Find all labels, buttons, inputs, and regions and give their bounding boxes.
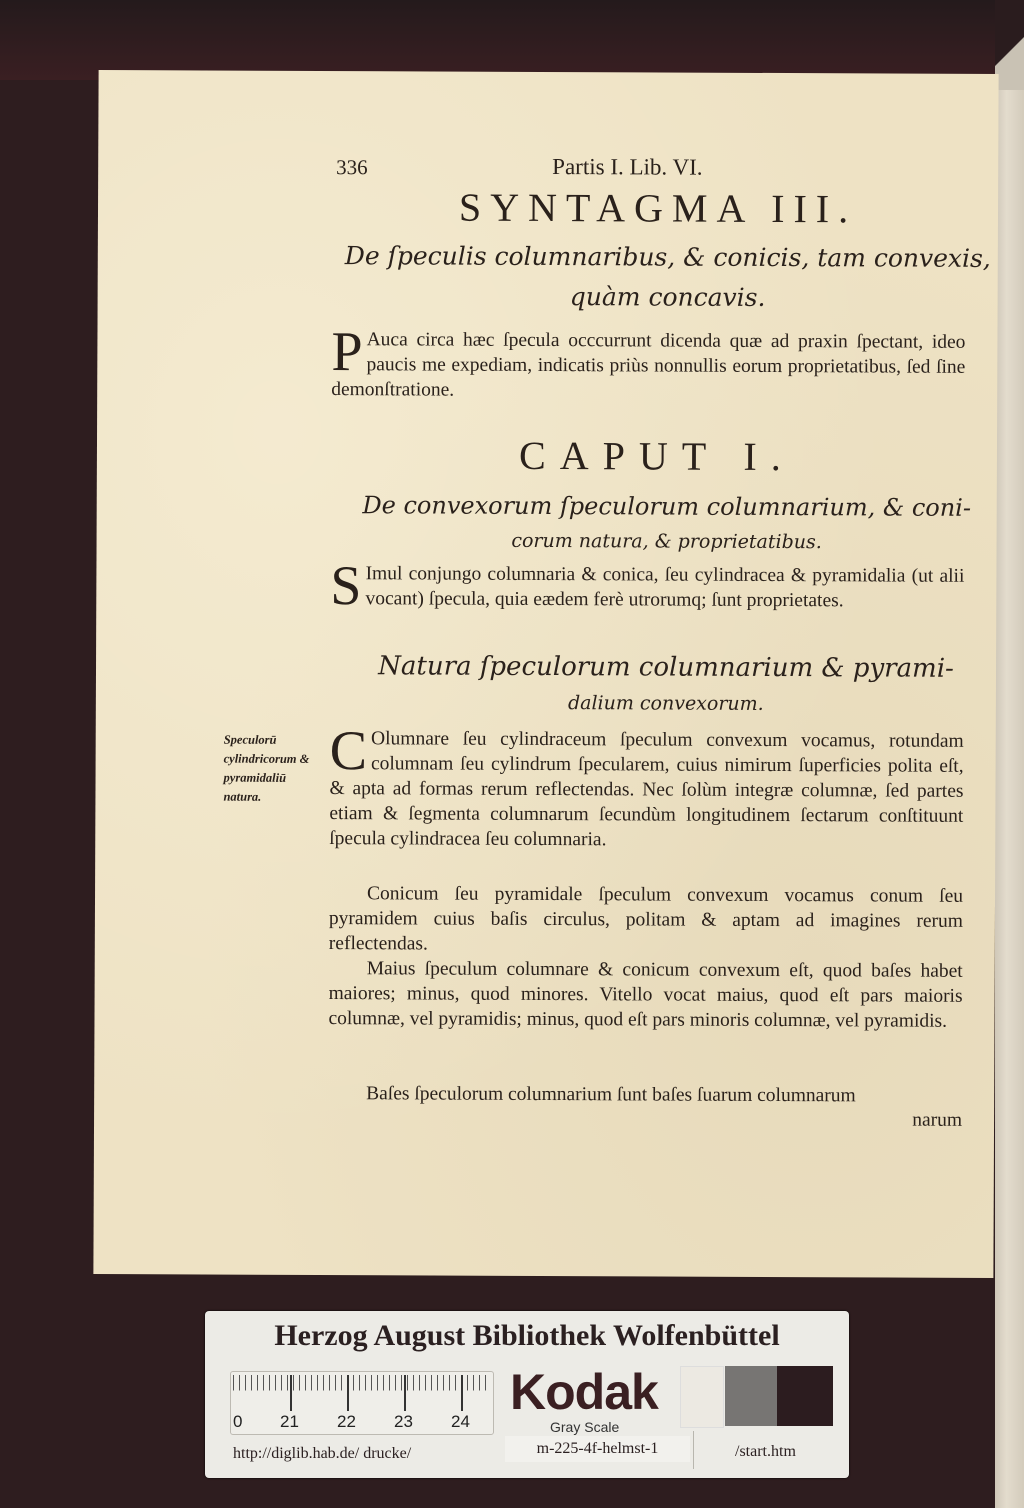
section-paragraph-1 bbox=[329, 720, 964, 854]
section-dropcap: C bbox=[329, 720, 368, 783]
ruler-label: 24 bbox=[451, 1412, 470, 1431]
url-suffix: /start.htm bbox=[735, 1443, 796, 1460]
url-prefix: http://diglib.hab.de/ drucke/ bbox=[233, 1445, 412, 1462]
page-number: 336 bbox=[336, 155, 368, 180]
ruler-major-tick bbox=[290, 1375, 292, 1411]
caput-text: Imul conjungo columnaria & conica, ſeu cylindracea & pyramidalia (ut alii vocant) ſpecula, quia eædem ferè utrorumq; ſunt proprietates. bbox=[365, 563, 965, 612]
ruler-major-tick bbox=[347, 1375, 349, 1411]
gray-scale-label: Gray Scale bbox=[550, 1419, 620, 1435]
syntagma-title-line-2: quàm concavis. bbox=[569, 282, 766, 312]
ruler-major-tick bbox=[461, 1375, 463, 1411]
library-name: Herzog August Bibliothek Wolfenbüttel bbox=[274, 1319, 780, 1352]
margin-note: Speculorū cylindricorum & pyramidaliū natura. bbox=[223, 732, 310, 804]
kodak-logo: Kodak bbox=[510, 1364, 658, 1420]
adjacent-page-edge bbox=[995, 0, 1024, 1508]
caput-heading: CAPUT I. bbox=[518, 432, 795, 480]
intro-text: Auca circa hæc ſpecula occcurrunt dicenda quæ ad praxin ſpectant, ideo paucis me expediam, indicatis priùs nonnullis eorum proprietatibus, ſed ſine demonſtratione. bbox=[331, 329, 966, 401]
section-text-1: Olumnare ſeu cylindraceum ſpeculum convexum vocamus, rotundam columnam ſeu cylindrum ſpecularem, cuius nimirum ſuperficies polita eſt, & apta ad formas rerum reflectendas. Nec ſolùm integræ columnæ, ſed partes etiam & ſegmenta columnarum ſecundùm longitudinem ſectarum conſtituunt ſpecula cylindracea ſeu columnaria. bbox=[329, 728, 964, 851]
caput-dropcap: S bbox=[330, 555, 362, 618]
ruler-label: 23 bbox=[394, 1412, 413, 1431]
section-paragraph-4: Baſes ſpeculorum columnarium ſunt baſes ſuarum columnarum bbox=[366, 1083, 856, 1107]
running-head bbox=[322, 154, 998, 180]
intro-paragraph bbox=[331, 321, 966, 405]
black-patch bbox=[777, 1366, 833, 1426]
syntagma-title-line-1: De ſpeculis columnaribus, & conicis, tam convexis, bbox=[344, 241, 991, 273]
gray-patch bbox=[725, 1366, 777, 1426]
ruler bbox=[230, 1371, 494, 1435]
caput-title-line-1: De convexorum ſpeculorum columnarium, & coni- bbox=[362, 491, 972, 522]
catchword: narum bbox=[912, 1109, 963, 1131]
book-page bbox=[93, 70, 998, 1278]
section-title-line-2: dalium convexorum. bbox=[567, 692, 764, 715]
corner-shadow bbox=[995, 0, 1024, 90]
white-patch bbox=[680, 1366, 724, 1428]
syntagma-heading: SYNTAGMA III. bbox=[458, 184, 858, 232]
section-title-line-1: Natura ſpeculorum columnarium & pyrami- bbox=[378, 651, 954, 684]
background-top bbox=[0, 0, 1024, 80]
ruler-major-tick bbox=[404, 1375, 406, 1411]
library-color-card bbox=[205, 1311, 849, 1478]
caput-title-line-2: corum natura, & proprietatibus. bbox=[511, 529, 822, 554]
ruler-label: 21 bbox=[280, 1412, 299, 1431]
intro-dropcap: P bbox=[331, 321, 363, 384]
ruler-label: 22 bbox=[337, 1412, 356, 1431]
signature-code: m-225-4f-helmst-1 bbox=[505, 1436, 690, 1462]
section-paragraph-2: Conicum ſeu pyramidale ſpeculum convexum vocamus conum ſeu pyramidem cuius baſis circulus, politam & aptam ad imagines rerum reflectendas. bbox=[328, 883, 964, 955]
caput-paragraph bbox=[330, 555, 965, 618]
divider bbox=[693, 1431, 694, 1469]
running-title: Partis I. Lib. VI. bbox=[552, 154, 703, 180]
section-paragraph-3: Maius ſpeculum columnare & conicum convexum eſt, quod baſes habet maiores; minus, quod minores. Vitello vocat maius, quod eſt pars maioris columnæ, vel pyramidis; minus, quod eſt pars minoris columnæ, vel pyramidis. bbox=[328, 958, 963, 1032]
ruler-label: 0 bbox=[233, 1412, 243, 1431]
ruler-ticks bbox=[233, 1375, 489, 1403]
